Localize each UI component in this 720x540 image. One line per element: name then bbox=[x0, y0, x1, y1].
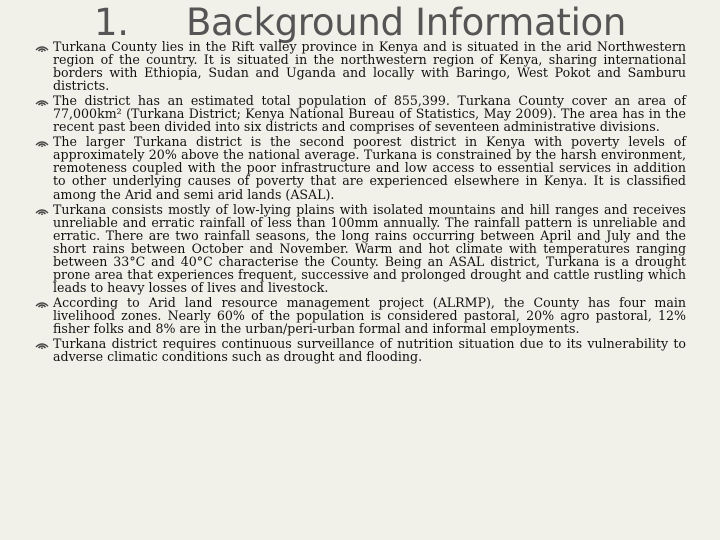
bullet-text: Turkana consists mostly of low-lying plains with isolated mountains and hill ranges and receives unreliable and erratic rainfall of less than 100mm annually. The rainfall pattern is unreliable and erratic. There are two rainfall seasons, the long rains occurring between April and July and the short rains between October and November. Warm and hot climate with temperatures ranging between 33°C and 40°C characterise the County. Being an ASAL district, Turkana is a drought prone area that experiences frequent, successive and prolonged drought and cattle rustling which leads to heavy losses of lives and livestock. bbox=[53, 201, 686, 295]
wifi-signal-icon bbox=[34, 96, 50, 106]
bullet-item bbox=[34, 203, 686, 294]
wifi-signal-icon bbox=[34, 42, 50, 52]
bullet-text: Turkana County lies in the Rift valley province in Kenya and is situated in the arid Northwestern region of the country. It is situated in the northwestern region of Kenya, sharing international borders with Ethiopia, Sudan and Uganda and locally with Baringo, West Pokot and Samburu districts. bbox=[53, 39, 686, 94]
slide-title: 1. Background Information bbox=[93, 1, 627, 44]
bullet-item bbox=[34, 135, 686, 200]
bullet-text: The larger Turkana district is the second poorest district in Kenya with poverty levels of approximately 20% above the national average. Turkana is constrained by the harsh environment, remoteness coupled with the poor infrastructure and low access to essential services in addition to other underlying causes of poverty that are experienced elsewhere in Kenya. It is classified among the Arid and semi arid lands (ASAL). bbox=[53, 134, 686, 202]
bullet-item bbox=[34, 296, 686, 335]
bullet-item bbox=[34, 94, 686, 133]
wifi-signal-icon bbox=[34, 339, 50, 349]
wifi-signal-icon bbox=[34, 205, 50, 215]
bullet-text: Turkana district requires continuous surveillance of nutrition situation due to its vulnerability to adverse climatic conditions such as drought and flooding. bbox=[53, 336, 686, 365]
bullet-text: The district has an estimated total population of 855,399. Turkana County cover an area of 77,000km² (Turkana District; Kenya National Bureau of Statistics, May 2009). The area has in the recent past been divided into six districts and comprises of seventeen administrative divisions. bbox=[53, 93, 686, 135]
wifi-signal-icon bbox=[34, 137, 50, 147]
bullet-text: According to Arid land resource management project (ALRMP), the County has four main livelihood zones. Nearly 60% of the population is considered pastoral, 20% agro pastoral, 12% fisher folks and 8% are in the urban/peri-urban formal and informal employments. bbox=[53, 294, 686, 336]
bullet-item bbox=[34, 337, 686, 363]
bullet-list bbox=[34, 40, 686, 365]
wifi-signal-icon bbox=[34, 298, 50, 308]
bullet-item bbox=[34, 40, 686, 92]
